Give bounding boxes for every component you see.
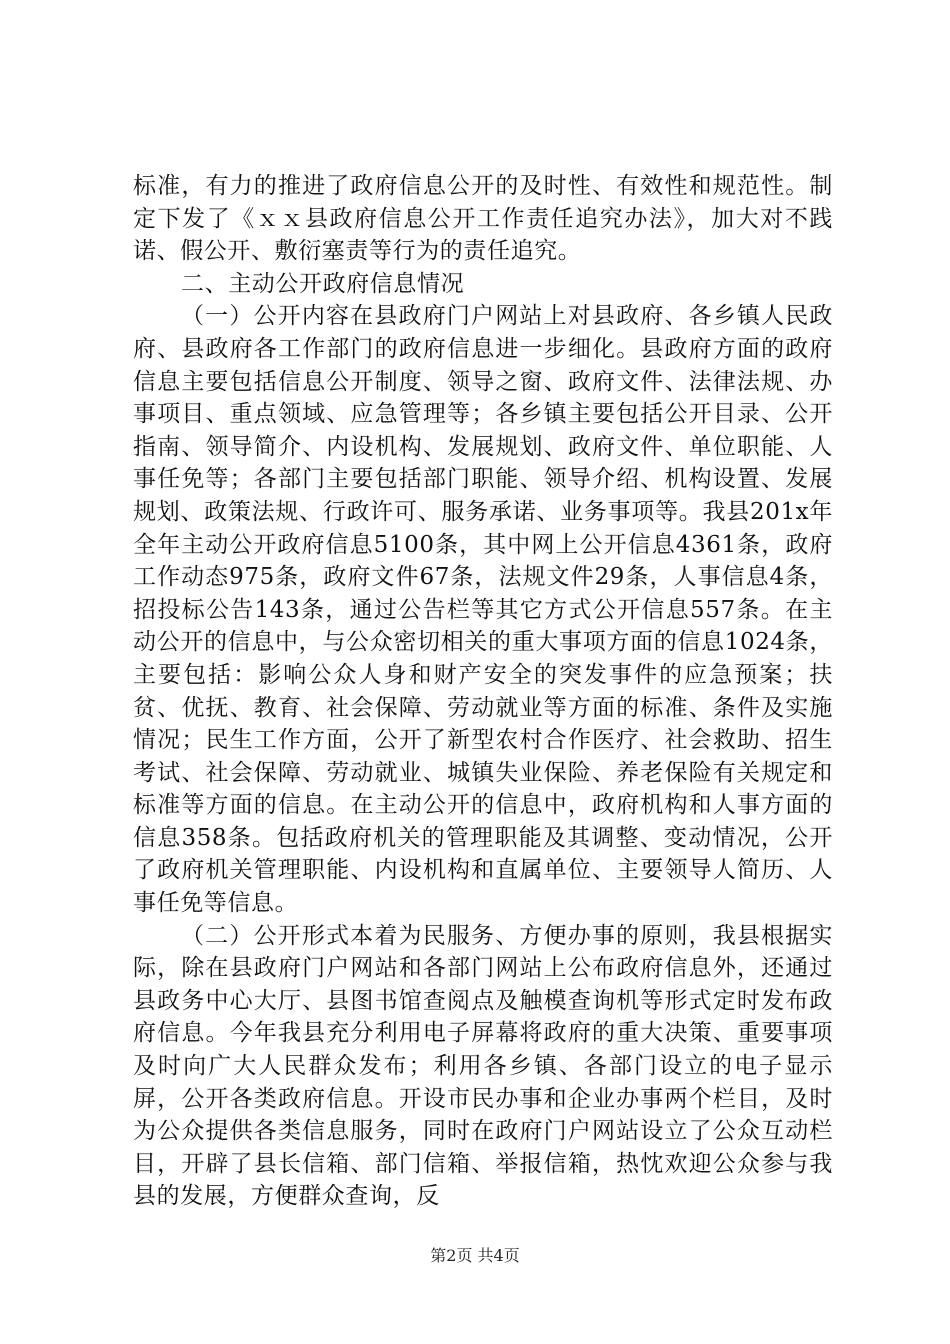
- paragraph-public-content: （一）公开内容在县政府门户网站上对县政府、各乡镇人民政府、县政府各工作部门的政府信息进一步细化。县政府方面的政府信息主要包括信息公开制度、领导之窗、政府文件、法律法规、办事项目、重点领域、应急管理等；各乡镇主要包括公开目录、公开指南、领导简介、内设机构、发展规划、政府文件、单位职能、人事任免等；各部门主要包括部门职能、领导介绍、机构设置、发展规划、政策法规、行政许可、服务承诺、业务事项等。我县201x年全年主动公开政府信息5100条，其中网上公开信息4361条，政府工作动态975条，政府文件67条，法规文件29条，人事信息4条，招投标公告143条，通过公告栏等其它方式公开信息557条。在主动公开的信息中，与公众密切相关的重大事项方面的信息1024条，主要包括：影响公众人身和财产安全的突发事件的应急预案；扶贫、优抚、教育、社会保障、劳动就业等方面的标准、条件及实施情况；民生工作方面，公开了新型农村合作医疗、社会救助、招生考试、社会保障、劳动就业、城镇失业保险、养老保险有关规定和标准等方面的信息。在主动公开的信息中，政府机构和人事方面的信息358条。包括政府机关的管理职能及其调整、变动情况，公开了政府机关管理职能、内设机构和直属单位、主要领导人简历、人事任免等信息。: [133, 303, 833, 917]
- document-body: [133, 170, 833, 1213]
- page-number: 第2页 共4页: [430, 1246, 520, 1265]
- page-footer: [0, 1246, 950, 1266]
- paragraph-continuation: 标准，有力的推进了政府信息公开的及时性、有效性和规范性。制定下发了《ｘｘ县政府信息公开工作责任追究办法》，加大对不践诺、假公开、敷衍塞责等行为的责任追究。: [133, 173, 833, 265]
- paragraph-public-form: （二）公开形式本着为民服务、方便办事的原则，我县根据实际，除在县政府门户网站和各部门网站上公布政府信息外，还通过县政务中心大厅、县图书馆查阅点及触模查询机等形式定时发布政府信息。今年我县充分利用电子屏幕将政府的重大决策、重要事项及时向广大人民群众发布；利用各乡镇、各部门设立的电子显示屏，公开各类政府信息。开设市民办事和企业办事两个栏目，及时为公众提供各类信息服务，同时在政府门户网站设立了公众互动栏目，开辟了县长信箱、部门信箱、举报信箱，热忱欢迎公众参与我县的发展，方便群众查询，反: [133, 922, 833, 1210]
- section-heading: 二、主动公开政府信息情况: [181, 270, 465, 297]
